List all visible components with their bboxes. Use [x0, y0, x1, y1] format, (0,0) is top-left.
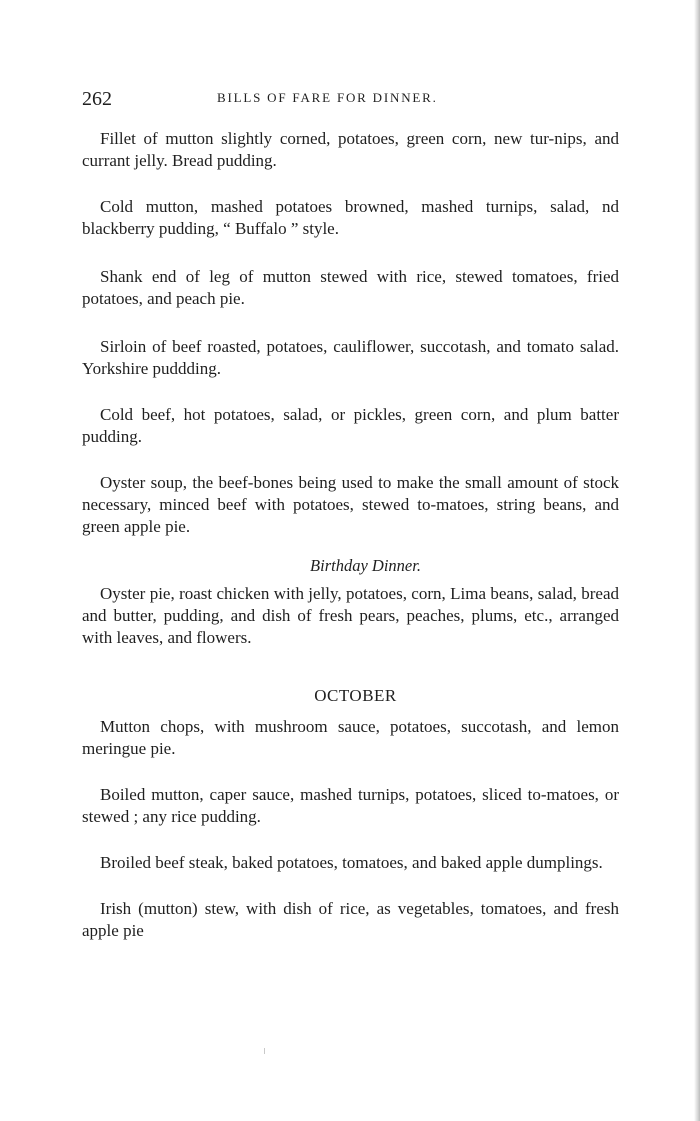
menu-entry: Boiled mutton, caper sauce, mashed turnips, potatoes, sliced to-matoes, or stewed ; any rice pudding.	[82, 785, 619, 826]
page-header	[82, 84, 622, 114]
menu-entry: Oyster soup, the beef-bones being used to make the small amount of stock necessary, minced beef with potatoes, stewed to-matoes, string beans, and green apple pie.	[82, 473, 619, 536]
running-head: BILLS OF FARE FOR DINNER.	[217, 90, 438, 105]
page-edge-shadow	[694, 0, 700, 1121]
ink-speck	[264, 1048, 265, 1054]
menu-entry: Cold mutton, mashed potatoes browned, mashed turnips, salad, nd blackberry pudding, “ Buffalo ” style.	[82, 197, 619, 238]
birthday-dinner-heading: Birthday Dinner.	[310, 556, 421, 575]
menu-entry: Fillet of mutton slightly corned, potatoes, green corn, new tur-nips, and currant jelly. Bread pudding.	[82, 129, 619, 170]
birthday-dinner-entry: Oyster pie, roast chicken with jelly, potatoes, corn, Lima beans, salad, bread and butter, pudding, and dish of fresh pears, peaches, plums, etc., arranged with leaves, and flowers.	[82, 584, 619, 647]
menu-entry: Shank end of leg of mutton stewed with rice, stewed tomatoes, fried potatoes, and peach pie.	[82, 267, 619, 308]
menu-entry: Irish (mutton) stew, with dish of rice, as vegetables, tomatoes, and fresh apple pie	[82, 899, 619, 940]
page-number: 262	[82, 88, 112, 110]
menu-entry: Cold beef, hot potatoes, salad, or pickles, green corn, and plum batter pudding.	[82, 405, 619, 446]
menu-entry: Mutton chops, with mushroom sauce, potatoes, succotash, and lemon meringue pie.	[82, 717, 619, 758]
menu-entry: Sirloin of beef roasted, potatoes, cauliflower, succotash, and tomato salad. Yorkshire puddding.	[82, 337, 619, 378]
menu-entry: Broiled beef steak, baked potatoes, tomatoes, and baked apple dumplings.	[100, 853, 603, 872]
page-body	[82, 128, 619, 942]
october-heading: OCTOBER	[314, 686, 397, 705]
